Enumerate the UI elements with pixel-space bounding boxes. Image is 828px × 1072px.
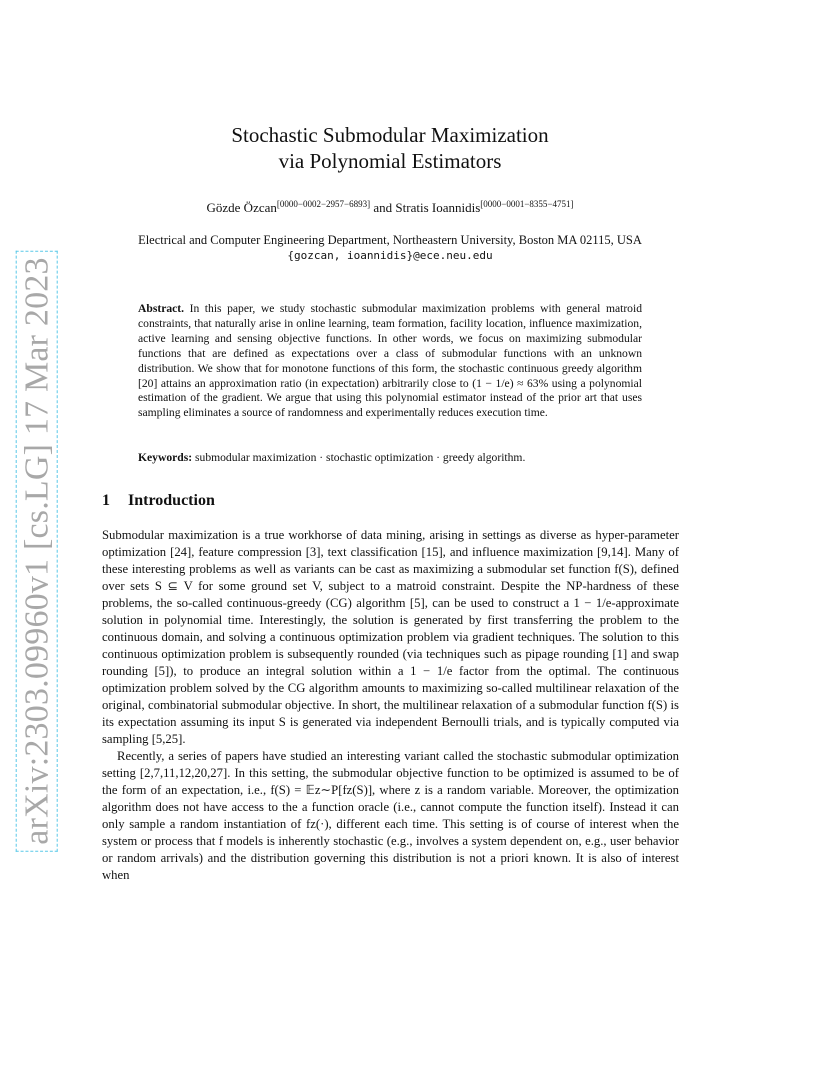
paragraph-2: Recently, a series of papers have studied an interesting variant called the stochastic submodular optimization setting [2,7,11,12,20,27]. In this setting, the submodular objective function to be optimized is assumed to be of the form of an expectation, i.e., f(S) = 𝔼z∼P[fz(S)], where z is a random variable. Moreover, the optimization algorithm does not have access to the a function oracle (i.e., cannot compute the function itself). Instead it can only sample a random instantiation of fz(·), different each time. This setting is of course of interest when the system or process that f models is inherently stochastic (e.g., involves a system dependent on, e.g., user behavior or random arrivals) and the distribution governing this distribution is not a priori known. It is also of interest when: [102, 749, 679, 882]
section-title: Introduction: [128, 492, 215, 509]
affiliation-block: [100, 232, 680, 264]
keywords-text: submodular maximization · stochastic optimization · greedy algorithm.: [192, 451, 526, 464]
keywords: [138, 451, 642, 464]
introduction-body: [102, 527, 679, 884]
author-orcid-1[interactable]: [0000−0002−2957−6893]: [276, 199, 371, 209]
author-name-2: Stratis Ioannidis: [395, 200, 481, 215]
arxiv-identifier-text[interactable]: arXiv:2303.09960v1 [cs.LG] 17 Mar 2023: [16, 250, 58, 851]
paper-title: [100, 122, 680, 174]
section-heading-introduction: [102, 492, 215, 510]
abstract-text: In this paper, we study stochastic submodular maximization problems with general matroid constraints, that naturally arise in online learning, team formation, facility location, influence maximization, active learning and sensing objective functions. In other words, we focus on maximizing submodular functions that are defined as expectations over a class of submodular functions with an unknown distribution. We show that for monotone functions of this form, the stochastic continuous greedy algorithm [20] attains an approximation ratio (in expectation) arbitrarily close to (1 − 1/e) ≈ 63% using a polynomial estimation of the gradient. We argue that using this polynomial estimator instead of the prior art that uses sampling eliminates a source of randomness and experimentally reduces execution time.: [138, 302, 642, 420]
author-name-1: Gözde Özcan: [206, 200, 277, 215]
arxiv-identifier-stamp: [12, 251, 62, 851]
author-emails[interactable]: {gozcan, ioannidis}@ece.neu.edu: [287, 249, 493, 262]
author-list: [100, 199, 680, 216]
author-conjunction: and: [370, 200, 396, 215]
section-number: 1: [102, 492, 110, 509]
title-line-2: via Polynomial Estimators: [278, 149, 502, 173]
paragraph-1: Submodular maximization is a true workhorse of data mining, arising in settings as diverse as hyper-parameter optimization [24], feature compression [3], text classification [15], and influence maximization [9,14]. Many of these interesting problems as well as variants can be cast as maximizing a submodular set function f(S), defined over sets S ⊆ V for some ground set V, subject to a matroid constraint. Despite the NP-hardness of these problems, the so-called continuous-greedy (CG) algorithm [5], can be used to construct a 1 − 1/e-approximate solution in polynomial time. Interestingly, the solution is generated by first transferring the problem to the continuous domain, and solving a continuous optimization problem via gradient techniques. The solution to this continuous optimization problem is subsequently rounded (via techniques such as pipage rounding [1] and swap rounding [5]), to produce an integral solution within a 1 − 1/e factor from the optimal. The continuous optimization problem solved by the CG algorithm amounts to maximizing so-called multilinear relaxation of the original, combinatorial submodular objective. In short, the multilinear relaxation of a submodular function f(S) is its expectation assuming its input S is generated via independent Bernoulli trials, and is typically computed via sampling [5,25].: [102, 528, 679, 746]
abstract: [138, 302, 642, 421]
affiliation-text: Electrical and Computer Engineering Department, Northeastern University, Boston MA 02115, USA: [138, 233, 642, 247]
title-line-1: Stochastic Submodular Maximization: [231, 123, 549, 147]
keywords-label: Keywords:: [138, 451, 193, 464]
author-orcid-2[interactable]: [0000−0001−8355−4751]: [480, 199, 574, 209]
abstract-label: Abstract.: [138, 302, 185, 315]
